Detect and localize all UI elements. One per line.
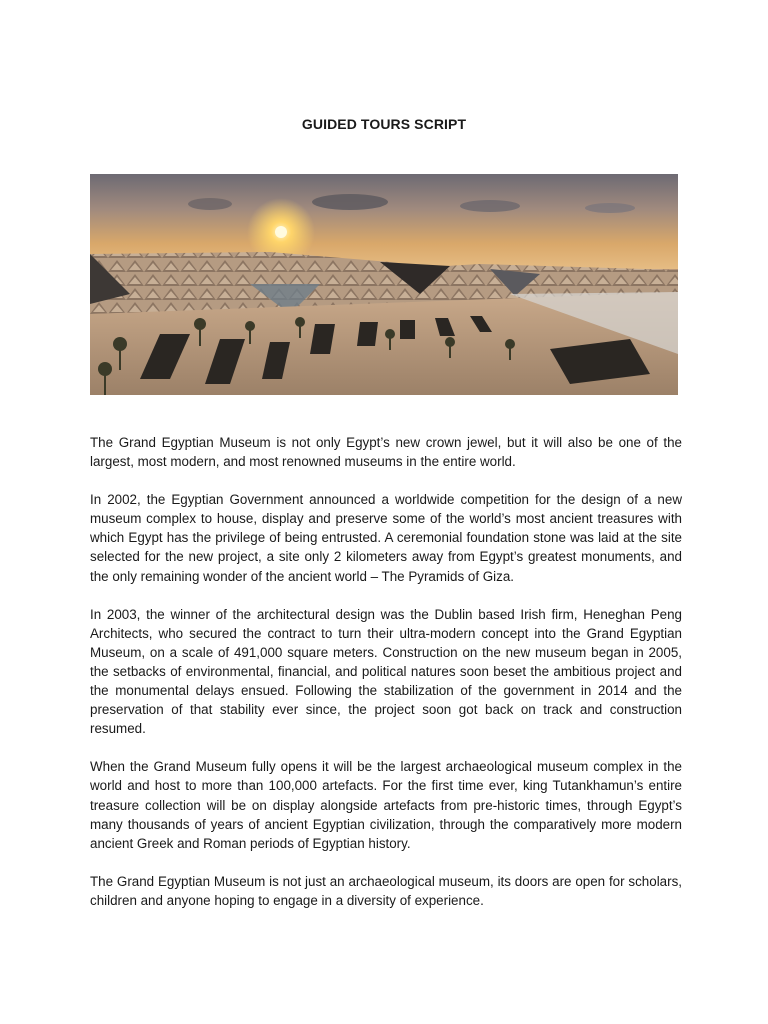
museum-photo [90, 174, 678, 395]
paragraph-intro: The Grand Egyptian Museum is not only Egypt’s new crown jewel, but it will also be one of the largest, most modern, and most renowned museums in the entire world. [90, 435, 682, 470]
body-text [90, 433, 682, 929]
document-title: GUIDED TOURS SCRIPT [301, 116, 467, 132]
paragraph-2003: In 2003, the winner of the architectural design was the Dublin based Irish firm, Heneghan Peng Architects, who secured the contract to turn their ultra-modern concept into the Grand Egyptian Museum, on a scale of 491,000 square meters. Construction on the new museum began in 2005, the setbacks of environmental, financial, and political natures soon beset the ambitious project and the monumental delays ensued. Following the stabilization of the government in 2014 and the preservation of that stability ever since, the project soon got back on track and construction resumed. [90, 606, 682, 737]
paragraph-opening: When the Grand Museum fully opens it will be the largest archaeological museum complex in the world and host to more than 100,000 artefacts. For the first time ever, king Tutankhamun’s entire treasure collection will be on display alongside artefacts from pre-historic times, through Egypt’s many thousands of years of ancient Egyptian civilization, through the comparatively more modern ancient Greek and Roman periods of Egyptian history. [90, 759, 682, 851]
paragraph-closing: The Grand Egyptian Museum is not just an archaeological museum, its doors are open for scholars, children and anyone hoping to engage in a diversity of experience. [90, 873, 682, 908]
paragraph-2002: In 2002, the Egyptian Government announced a worldwide competition for the design of a new museum complex to house, display and preserve some of the world’s most ancient treasures with which Egypt has the privilege of being entrusted. A ceremonial foundation stone was laid at the site selected for the new project, a site only 2 kilometers away from Egypt’s greatest monuments, and the only remaining wonder of the ancient world – The Pyramids of Giza. [90, 492, 682, 584]
museum-photo-icon [90, 174, 678, 395]
